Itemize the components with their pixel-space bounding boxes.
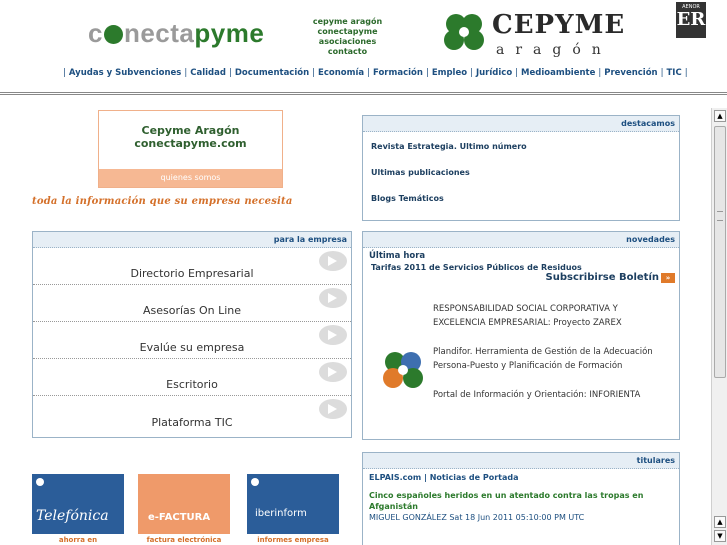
iberinform-caption: informes empresa [257,536,329,544]
arrow-bubble-icon [319,362,347,382]
list-item-asesorias[interactable] [33,285,351,322]
nav-empleo[interactable]: Empleo [431,68,468,78]
promo-line1: Cepyme Aragón [141,124,240,137]
destacamos-panel [362,115,680,221]
nav-economia[interactable]: Economía [318,68,365,78]
subscribe-label: Subscribirse Boletín [545,272,659,283]
clover-logo-icon [440,10,488,56]
source-section-link[interactable]: Noticias de Portada [429,473,519,482]
link-ultimas-publicaciones[interactable]: Ultimas publicaciones [371,168,470,177]
aenor-certification [676,2,706,58]
telefonica-caption: ahorra en [58,536,98,544]
top-link-cepyme-aragon[interactable]: cepyme aragón [312,17,383,26]
list-item-label: Evalúe su empresa [139,341,245,354]
aenor-mark: ER [676,9,706,30]
top-link-conectapyme[interactable]: conectapyme [317,27,378,36]
clover-news-icon [379,348,427,394]
iberinform-label: iberinform [255,508,307,519]
top-link-asociaciones[interactable]: asociaciones [318,37,377,46]
headline-meta: MIGUEL GONZÁLEZ Sat 18 Jun 2011 05:10:00 PM UTC [369,513,585,522]
headline-link[interactable]: Cinco españoles heridos en un atentado contra las tropas en Afganistán [369,491,644,511]
list-item-plataforma-tic[interactable] [33,396,351,433]
telefonica-label: Telefónica [36,508,109,524]
banner-dot-icon [36,478,44,486]
quienes-somos-link[interactable]: quienes somos [99,169,282,187]
aenor-badge [676,2,706,38]
news-source: ELPAIS.com | Noticias de Portada [369,473,519,482]
nav-juridico[interactable]: Jurídico [475,68,513,78]
aenor-text: AENOR [682,4,700,10]
ultima-hora-label: Última hora [369,251,426,261]
cepyme-promo-box[interactable] [98,110,283,188]
nav-ayudas[interactable]: Ayudas y Subvenciones [68,68,182,78]
scroll-down-icon[interactable]: ▼ [714,530,726,542]
link-revista-estrategia[interactable]: Revista Estrategia. Ultimo número [371,142,527,151]
cepyme-subtitle: aragón [496,42,612,58]
arrow-bubble-icon [319,251,347,271]
list-item-label: Directorio Empresarial [130,267,254,280]
nav-medioambiente[interactable]: Medioambiente [521,68,596,78]
titulares-title: titulares [363,453,679,469]
source-link[interactable]: ELPAIS.com [369,473,422,482]
banner-dot-icon [251,478,259,486]
arrow-bubble-icon [319,288,347,308]
telefonica-banner[interactable] [32,474,124,534]
nav-formacion[interactable]: Formación [373,68,423,78]
novedades-title: novedades [363,232,679,248]
logo-circle-icon [104,25,123,44]
nav-documentacion[interactable]: Documentación [234,68,310,78]
nav-tic[interactable]: TIC [666,68,682,78]
list-item-label: Plataforma TIC [151,416,233,429]
para-la-empresa-title: para la empresa [33,232,351,248]
list-item-label: Escritorio [166,378,218,391]
scroll-thumb[interactable] [714,126,726,378]
novedades-news-list [433,302,673,417]
logo-necta: necta [123,18,195,48]
double-arrow-icon: » [661,273,675,283]
slogan: toda la información que su empresa necesita [32,196,293,207]
scroll-up-icon[interactable]: ▲ [714,110,726,122]
para-la-empresa-panel [32,231,352,438]
destacamos-title: destacamos [363,116,679,132]
news-item-zarex[interactable]: RESPONSABILIDAD SOCIAL CORPORATIVA Y EXCELENCIA EMPRESARIAL: Proyecto ZAREX [433,304,622,328]
news-item-inforienta[interactable]: Portal de Información y Orientación: INFORIENTA [433,390,641,400]
promo-line2: conectapyme.com [134,137,247,150]
efactura-caption: factura electrónica [146,536,222,544]
main-nav: | Ayudas y Subvenciones | Calidad | Documentación | Economía | Formación | Empleo | Jurídico | Medioambiente | Prevención | TIC | [63,68,688,78]
top-links [300,17,395,57]
scroll-up-icon-bottom[interactable]: ▲ [714,516,726,528]
para-la-empresa-list [33,248,351,433]
list-item-label: Asesorías On Line [142,304,242,317]
arrow-bubble-icon [319,325,347,345]
nav-calidad[interactable]: Calidad [190,68,226,78]
list-item-escritorio[interactable] [33,359,351,396]
titulares-panel [362,452,680,545]
header-divider [0,92,727,95]
subscribe-newsletter-link[interactable] [363,272,679,283]
arrow-bubble-icon [319,399,347,419]
logo-pyme: pyme [194,18,265,48]
nav-prevencion[interactable]: Prevención [604,68,658,78]
logo-c: c [88,18,103,48]
list-item-evalue[interactable] [33,322,351,359]
efactura-label: e-FACTURA [148,512,211,523]
conectapyme-logo[interactable] [88,18,264,49]
cepyme-name: CEPYME [492,10,626,40]
novedades-panel [362,231,680,440]
cepyme-aragon-logo[interactable] [440,10,626,58]
list-item-directorio[interactable] [33,248,351,285]
efactura-banner[interactable] [138,474,230,534]
news-item-plandifor[interactable]: Plandifor. Herramienta de Gestión de la Adecuación Persona-Puesto y Planificación de Formación [433,347,653,371]
iberinform-banner[interactable] [247,474,339,534]
top-link-contacto[interactable]: contacto [327,47,368,56]
vertical-scrollbar[interactable] [711,108,727,545]
link-blogs-tematicos[interactable]: Blogs Temáticos [371,194,444,203]
tarifas-link[interactable]: Tarifas 2011 de Servicios Públicos de Residuos [371,263,582,272]
